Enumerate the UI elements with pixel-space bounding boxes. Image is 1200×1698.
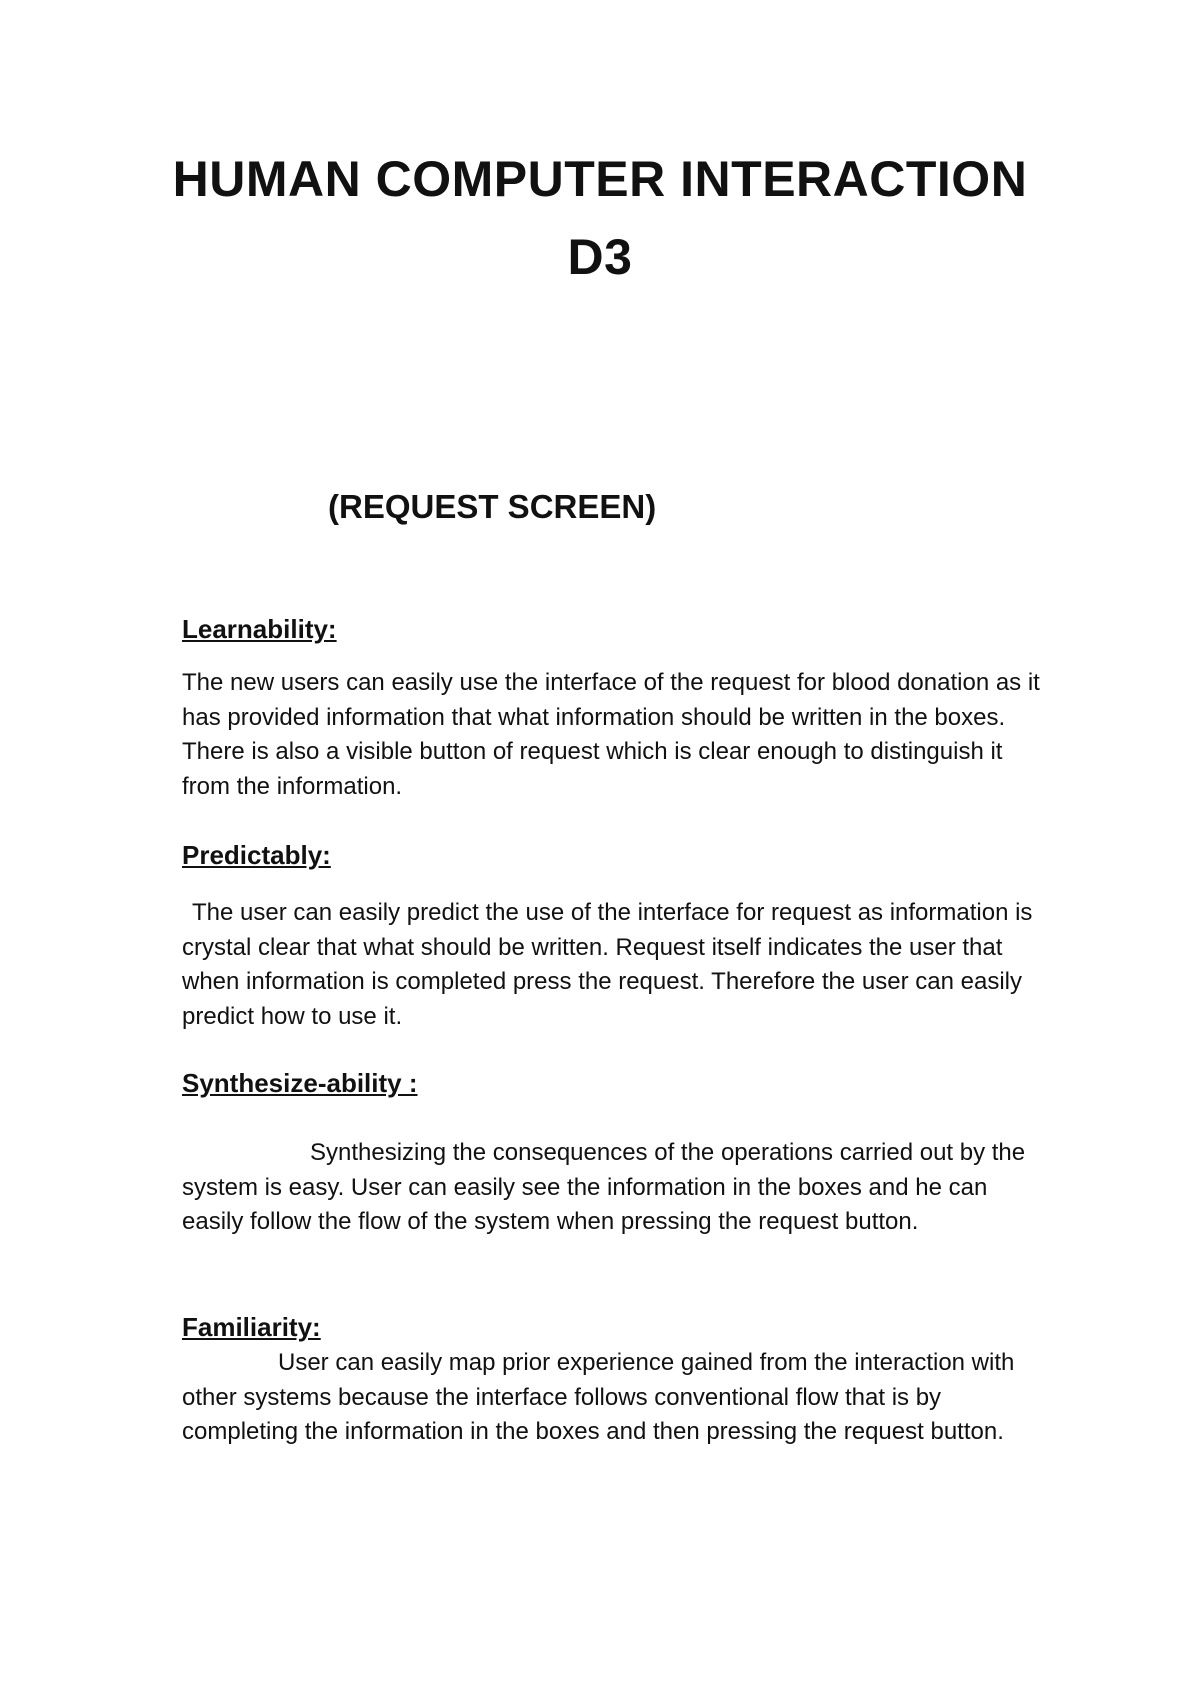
section-body-familiarity: User can easily map prior experience gained from the interaction with other systems because the interface follows conventional flow that is by completing the information in the boxes and then pressing the request button.: [182, 1349, 1015, 1445]
section-heading-learnability: Learnability:: [182, 614, 337, 644]
section-body-synthesize-ability: Synthesizing the consequences of the operations carried out by the system is easy. User can easily see the information in the boxes and he can easily follow the flow of the system when pressing the request button.: [182, 1139, 1026, 1235]
section-predictably: [182, 838, 1042, 1034]
section-heading-predictably: Predictably:: [182, 840, 331, 870]
section-heading-synthesize-ability: Synthesize-ability :: [182, 1068, 418, 1098]
section-body-learnability: The new users can easily use the interface of the request for blood donation as it has provided information that what information should be written in the boxes. There is also a visible button of request which is clear enough to distinguish it from the information.: [182, 669, 1040, 800]
section-familiarity: [182, 1310, 1042, 1450]
document-title: HUMAN COMPUTER INTERACTION: [172, 151, 1028, 207]
document-subtitle: (REQUEST SCREEN): [328, 488, 657, 525]
section-body-predictably: The user can easily predict the use of the interface for request as information is crystal clear that what should be written. Request itself indicates the user that when information is completed press the request. Therefore the user can easily predict how to use it.: [182, 899, 1033, 1030]
section-synthesize-ability: [182, 1066, 1042, 1240]
document-code: D3: [567, 229, 633, 285]
section-learnability: [182, 612, 1042, 804]
section-heading-familiarity: Familiarity:: [182, 1312, 321, 1342]
